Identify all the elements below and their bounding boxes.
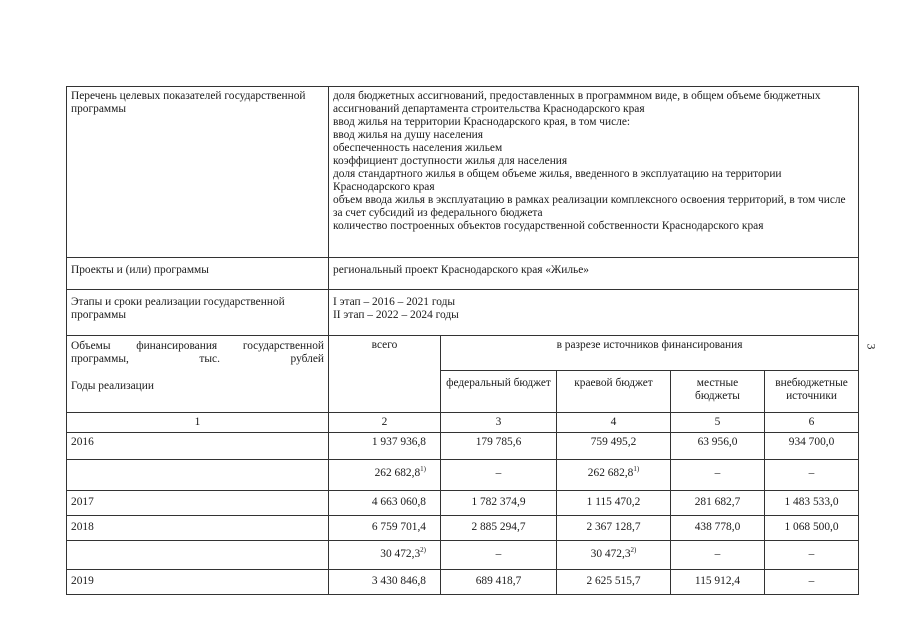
indicator-item: ввод жилья на территории Краснодарского края, в том числе:: [333, 116, 631, 128]
local-cell: –: [671, 541, 765, 570]
regional-value: 30 472,3: [590, 548, 631, 560]
stage-2: II этап – 2022 – 2024 годы: [333, 309, 459, 321]
stage-1: I этап – 2016 – 2021 годы: [333, 296, 456, 308]
federal-cell: 179 785,6: [441, 433, 557, 460]
federal-cell: 689 418,7: [441, 570, 557, 595]
regional-value: 262 682,8: [587, 467, 634, 479]
federal-cell: 2 885 294,7: [441, 516, 557, 541]
stages-row: [67, 290, 859, 336]
year-cell: [67, 541, 329, 570]
indicator-item: доля бюджетных ассигнований, предоставленных в программном виде, в общем объеме бюджетных ассигнований департамента строительства Краснодарского края: [333, 90, 821, 115]
local-cell: 115 912,4: [671, 570, 765, 595]
indicator-item: объем ввода жилья в эксплуатацию в рамках реализации комплексного освоения территорий, в том числе за счет субсидий из федерального бюджета: [333, 194, 846, 219]
extra-cell: 934 700,0: [765, 433, 859, 460]
local-cell: 281 682,7: [671, 491, 765, 516]
table-row: [67, 433, 859, 460]
local-cell: 63 956,0: [671, 433, 765, 460]
stages-label: Этапы и сроки реализации государственной программы: [67, 290, 329, 336]
regional-cell: 759 495,2: [557, 433, 671, 460]
footnote-mark: 2): [630, 546, 637, 555]
financing-header-row: [67, 336, 859, 371]
financing-label-cell: [67, 336, 329, 413]
projects-row: [67, 258, 859, 290]
total-value: 30 472,3: [380, 548, 421, 560]
federal-cell: –: [441, 460, 557, 491]
page-number: 3: [864, 343, 879, 350]
projects-label: Проекты и (или) программы: [67, 258, 329, 290]
extra-header: внебюджетные источники: [765, 370, 859, 413]
col-number: 1: [67, 413, 329, 433]
table-row: [67, 491, 859, 516]
projects-value: региональный проект Краснодарского края «Жилье»: [329, 258, 859, 290]
indicator-item: коэффициент доступности жилья для населения: [333, 155, 568, 167]
federal-cell: 1 782 374,9: [441, 491, 557, 516]
total-header: всего: [329, 336, 441, 371]
extra-cell: –: [765, 570, 859, 595]
year-cell: [67, 460, 329, 491]
total-header-blank: [329, 370, 441, 413]
indicator-item: ввод жилья на душу населения: [333, 129, 483, 141]
total-value: 262 682,8: [374, 467, 421, 479]
regional-cell: 2 625 515,7: [557, 570, 671, 595]
footnote-mark: 1): [420, 465, 426, 474]
col-number: 5: [671, 413, 765, 433]
extra-cell: –: [765, 460, 859, 491]
table-row: [67, 541, 859, 570]
total-cell: 4 663 060,8: [329, 491, 441, 516]
stages-value: [329, 290, 859, 336]
extra-cell: –: [765, 541, 859, 570]
col-number: 3: [441, 413, 557, 433]
table-row: [67, 516, 859, 541]
total-cell: [329, 541, 441, 570]
years-label: Годы реализации: [71, 380, 154, 392]
col-number: 6: [765, 413, 859, 433]
year-cell: 2019: [67, 570, 329, 595]
local-cell: –: [671, 460, 765, 491]
total-cell: 3 430 846,8: [329, 570, 441, 595]
total-cell: [329, 460, 441, 491]
table-row: [67, 460, 859, 491]
regional-cell: [557, 460, 671, 491]
regional-header: краевой бюджет: [557, 370, 671, 413]
year-cell: 2017: [67, 491, 329, 516]
indicator-item: количество построенных объектов государственной собственности Краснодарского края: [333, 220, 764, 232]
federal-cell: –: [441, 541, 557, 570]
extra-cell: 1 068 500,0: [765, 516, 859, 541]
financing-label: Объемы финансирования государственной программы, тыс. рублей: [71, 340, 324, 365]
indicators-row: [67, 87, 859, 258]
total-cell: 6 759 701,4: [329, 516, 441, 541]
column-numbers-row: [67, 413, 859, 433]
col-number: 4: [557, 413, 671, 433]
footnote-mark: 2): [420, 546, 426, 555]
regional-cell: 1 115 470,2: [557, 491, 671, 516]
indicators-label: Перечень целевых показателей государственной программы: [67, 87, 329, 258]
indicator-item: обеспеченность населения жильем: [333, 142, 503, 154]
footnote-mark: 1): [633, 465, 640, 474]
regional-cell: [557, 541, 671, 570]
local-header: местные бюджеты: [671, 370, 765, 413]
total-cell: 1 937 936,8: [329, 433, 441, 460]
program-passport-table: [66, 86, 859, 595]
regional-cell: 2 367 128,7: [557, 516, 671, 541]
indicator-item: доля стандартного жилья в общем объеме жилья, введенного в эксплуатацию на территории Краснодарского края: [333, 168, 782, 193]
local-cell: 438 778,0: [671, 516, 765, 541]
indicators-list: [329, 87, 859, 258]
sources-header: в разрезе источников финансирования: [441, 336, 859, 371]
col-number: 2: [329, 413, 441, 433]
table-row: [67, 570, 859, 595]
year-cell: 2016: [67, 433, 329, 460]
year-cell: 2018: [67, 516, 329, 541]
extra-cell: 1 483 533,0: [765, 491, 859, 516]
federal-header: федеральный бюджет: [441, 370, 557, 413]
